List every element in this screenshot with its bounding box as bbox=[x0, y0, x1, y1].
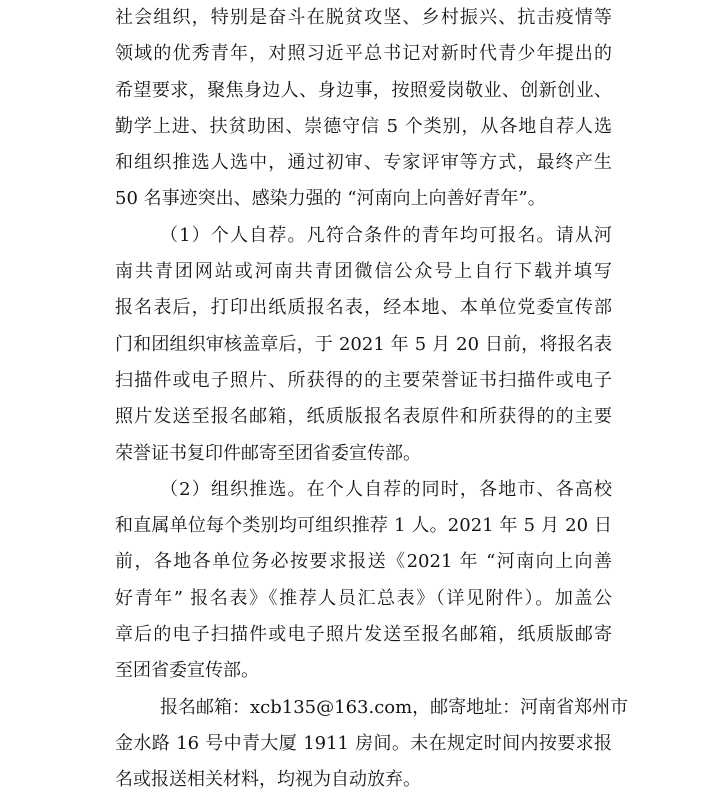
paragraph-4-line-3: 名或报送相关材料，均视为自动放弃。 bbox=[115, 769, 421, 791]
paragraph-3-line-1: （2）组织推选。在个人自荐的同时，各地市、各高校 bbox=[160, 478, 612, 500]
paragraph-4-line-2: 金水路 16 号中青大厦 1911 房间。未在规定时间内按要求报 bbox=[115, 732, 612, 754]
paragraph-organization-recommendation bbox=[115, 472, 612, 690]
paragraph-2-line-7: 荣誉证书复印件邮寄至团省委宣传部。 bbox=[115, 442, 421, 464]
paragraph-1-line-6: 50 名事迹突出、感染力强的 “河南向上向善好青年”。 bbox=[115, 188, 546, 210]
paragraph-1-line-5: 和组织推选人选中，通过初审、专家评审等方式，最终产生 bbox=[115, 152, 612, 174]
paragraph-1-line-1: 社会组织，特别是奋斗在脱贫攻坚、乡村振兴、抗击疫情等 bbox=[115, 7, 612, 28]
paragraph-3-line-2: 和直属单位每个类别均可组织推荐 1 人。2021 年 5 月 20 日 bbox=[115, 515, 612, 537]
paragraph-2-line-3: 报名表后，打印出纸质报名表，经本地、本单位党委宣传部 bbox=[115, 297, 612, 319]
paragraph-2-line-2: 南共青团网站或河南共青团微信公众号上自行下载并填写 bbox=[115, 261, 612, 283]
paragraph-4-line-1: 报名邮箱：xcb135@163.com，邮寄地址：河南省郑州市 bbox=[160, 696, 629, 718]
paragraph-3-line-3: 前，各地各单位务必按要求报送《2021 年 “河南向上向善 bbox=[115, 551, 612, 573]
paragraph-1-line-4: 勤学上进、扶贫助困、崇德守信 5 个类别，从各地自荐人选 bbox=[115, 115, 612, 137]
paragraph-self-recommendation bbox=[115, 218, 612, 472]
paragraph-1-line-2: 领域的优秀青年，对照习近平总书记对新时代青少年提出的 bbox=[115, 43, 612, 65]
paragraph-3-line-4: 好青年” 报名表》《推荐人员汇总表》（详见附件）。加盖公 bbox=[115, 587, 612, 609]
paragraph-3-line-5: 章后的电子扫描件或电子照片发送至报名邮箱，纸质版邮寄 bbox=[115, 624, 612, 646]
paragraph-2-line-4: 门和团组织审核盖章后，于 2021 年 5 月 20 日前，将报名表 bbox=[115, 333, 612, 355]
paragraph-2-line-6: 照片发送至报名邮箱，纸质版报名表原件和所获得的的主要 bbox=[115, 406, 612, 428]
paragraph-2-line-5: 扫描件或电子照片、所获得的的主要荣誉证书扫描件或电子 bbox=[115, 369, 612, 391]
paragraph-contact-info bbox=[115, 690, 629, 799]
paragraph-2-line-1: （1）个人自荐。凡符合条件的青年均可报名。请从河 bbox=[160, 224, 612, 246]
paragraph-1-line-3: 希望要求，聚焦身边人、身边事，按照爱岗敬业、创新创业、 bbox=[115, 79, 612, 101]
paragraph-selection-criteria bbox=[115, 0, 612, 218]
document-body bbox=[115, 0, 629, 799]
paragraph-3-line-6: 至团省委宣传部。 bbox=[115, 660, 259, 682]
